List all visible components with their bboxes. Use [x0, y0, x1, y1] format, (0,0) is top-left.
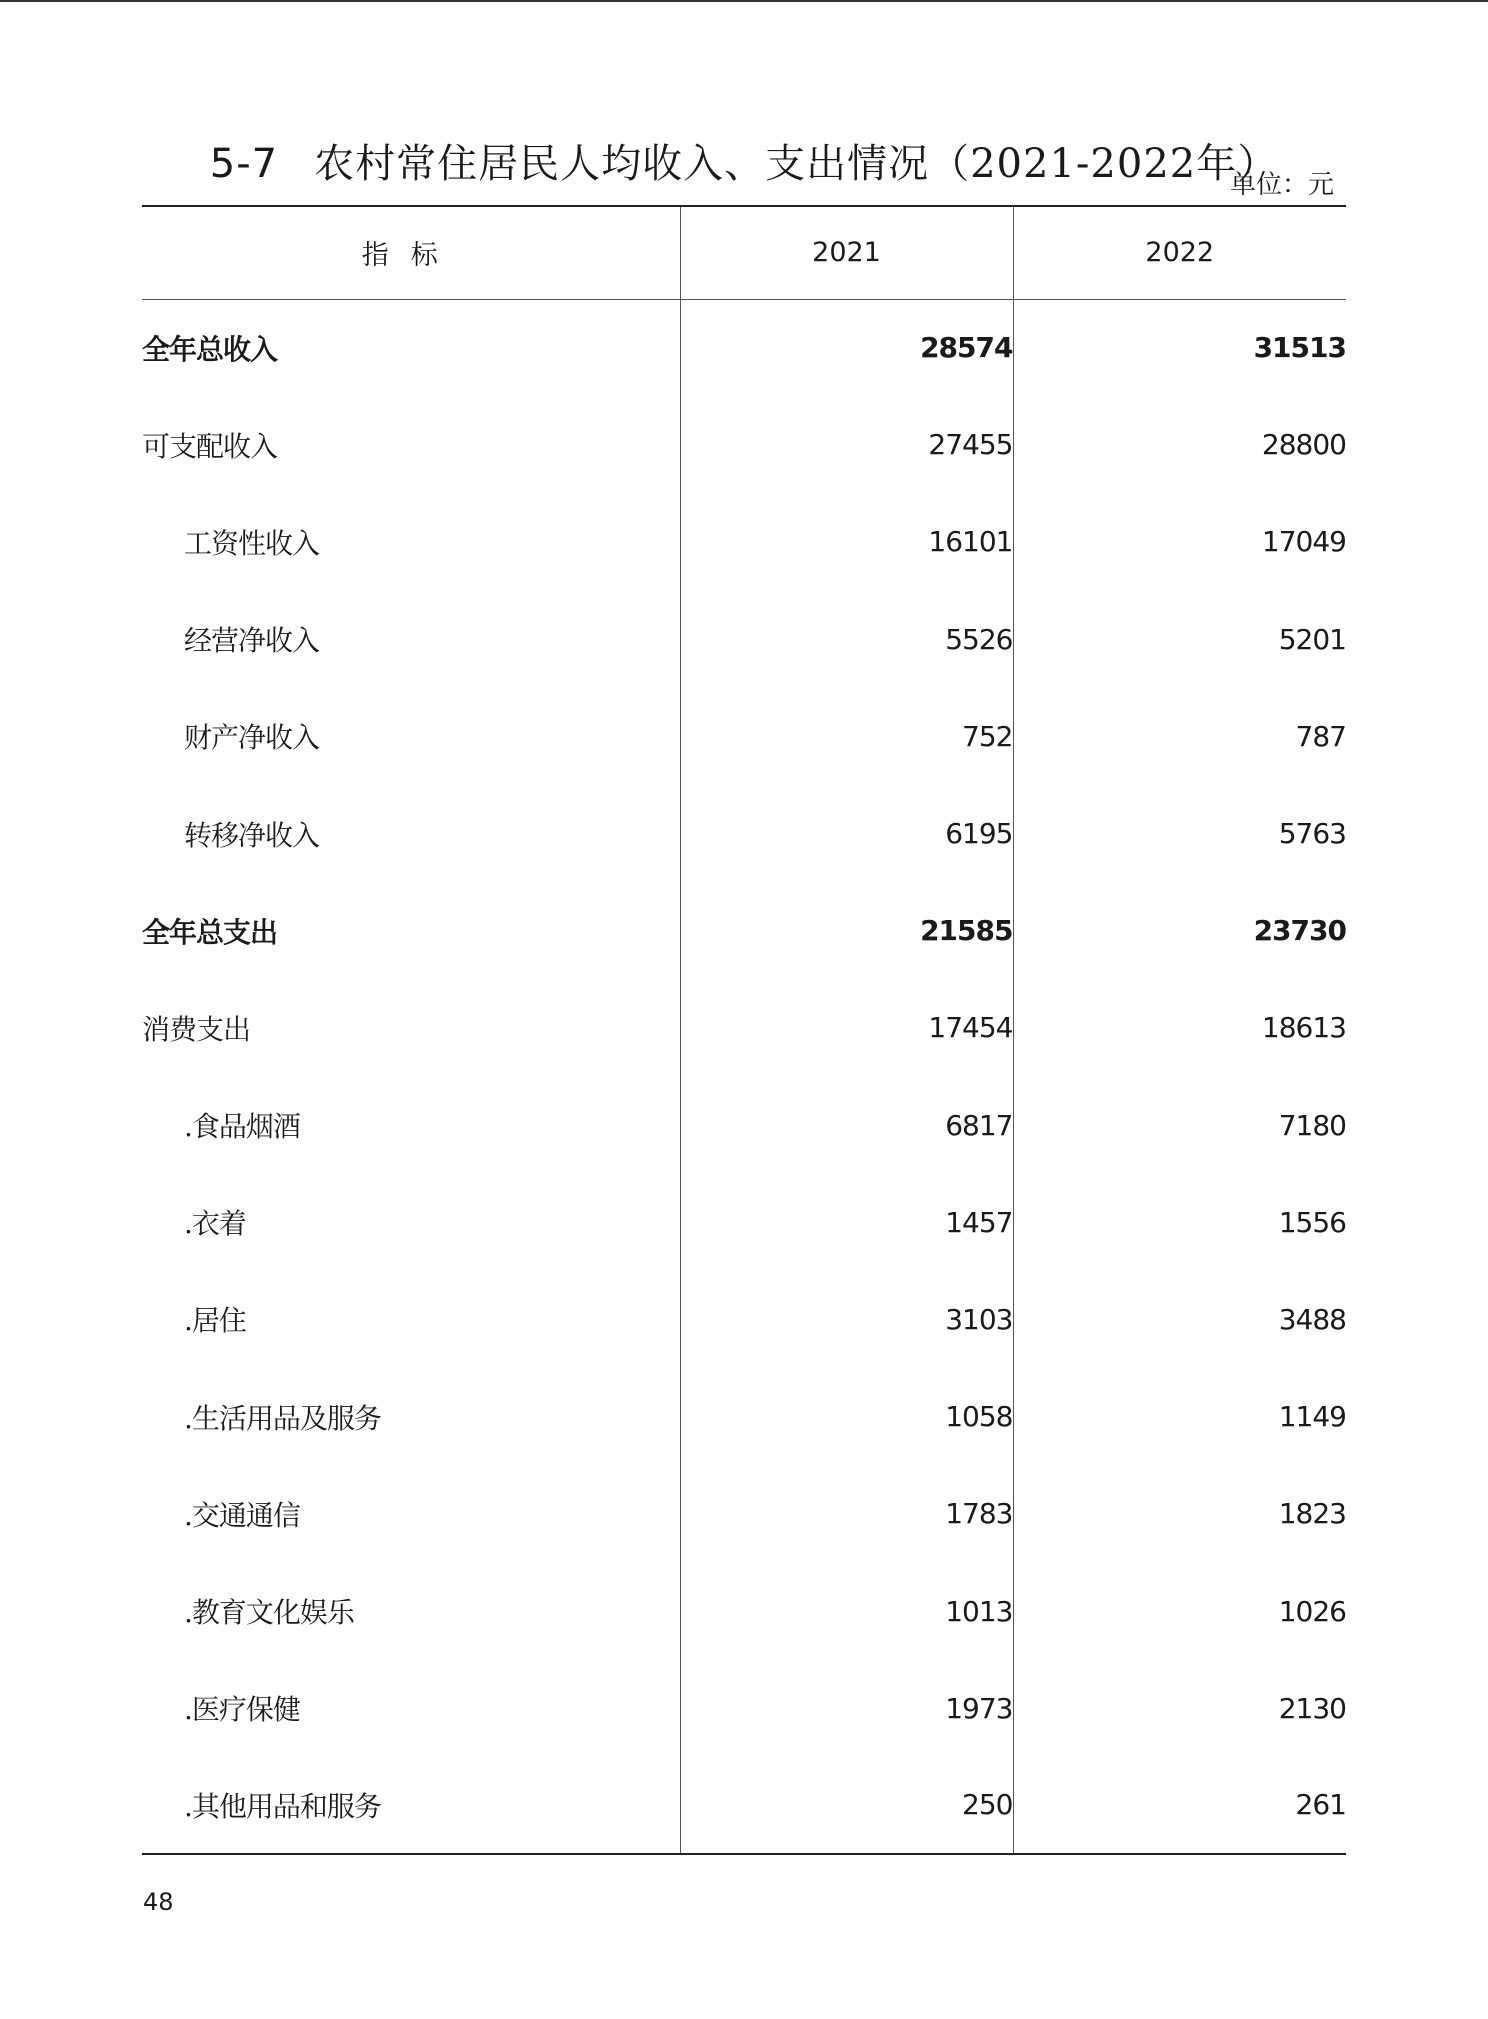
value-2021: 6817 [680, 1077, 1013, 1174]
value-2022: 1149 [1013, 1368, 1346, 1465]
table-number: 5-7 [209, 141, 279, 187]
value-2022: 5763 [1013, 785, 1346, 882]
table-title-text: 农村常住居民人均收入、支出情况（2021-2022年） [314, 141, 1279, 187]
table-row [142, 396, 1346, 493]
table-row [142, 1757, 1346, 1854]
value-2021: 3103 [680, 1271, 1013, 1368]
row-label: .衣着 [184, 1207, 246, 1241]
row-label: 全年总收入 [142, 332, 278, 366]
value-2022: 787 [1013, 688, 1346, 785]
table-row [142, 1077, 1346, 1174]
value-2022: 1823 [1013, 1465, 1346, 1562]
row-label: .教育文化娱乐 [184, 1596, 354, 1630]
value-2021: 1783 [680, 1465, 1013, 1562]
value-2021: 6195 [680, 785, 1013, 882]
table-row [142, 979, 1346, 1076]
value-2022: 1026 [1013, 1562, 1346, 1659]
table-row [142, 299, 1346, 396]
table-row [142, 493, 1346, 590]
row-label: 工资性收入 [184, 526, 320, 560]
row-label: 消费支出 [142, 1012, 251, 1046]
header-indicator: 指标 [142, 206, 680, 299]
unit-label: 单位：元 [1230, 170, 1335, 200]
table-row [142, 1271, 1346, 1368]
value-2021: 5526 [680, 591, 1013, 688]
value-2021: 1457 [680, 1174, 1013, 1271]
header-year-2022: 2022 [1013, 206, 1346, 299]
value-2021: 17454 [680, 979, 1013, 1076]
value-2022: 5201 [1013, 591, 1346, 688]
table-header-row [142, 206, 1346, 299]
value-2022: 1556 [1013, 1174, 1346, 1271]
value-2021: 21585 [680, 882, 1013, 979]
value-2021: 16101 [680, 493, 1013, 590]
value-2022: 2130 [1013, 1660, 1346, 1757]
income-expenditure-table [142, 205, 1346, 1855]
row-label: .交通通信 [184, 1498, 300, 1532]
row-label: .其他用品和服务 [142, 1757, 680, 1854]
value-2022: 31513 [1013, 299, 1346, 396]
value-2021: 752 [680, 688, 1013, 785]
value-2021: 1013 [680, 1562, 1013, 1659]
table-row [142, 591, 1346, 688]
table-row [142, 882, 1346, 979]
row-label: .居住 [184, 1304, 246, 1338]
row-label: 经营净收入 [184, 624, 320, 658]
value-2022: 23730 [1013, 882, 1346, 979]
value-2021: 1973 [680, 1660, 1013, 1757]
table-row [142, 1465, 1346, 1562]
row-label: .食品烟酒 [184, 1110, 300, 1144]
table-row [142, 1660, 1346, 1757]
page-number: 48 [143, 1888, 174, 1916]
row-label: 转移净收入 [184, 818, 320, 852]
value-2021: 28574 [680, 299, 1013, 396]
value-2021: 27455 [680, 396, 1013, 493]
row-label: 全年总支出 [142, 915, 278, 949]
table-row [142, 1368, 1346, 1465]
table-row [142, 688, 1346, 785]
value-2022: 17049 [1013, 493, 1346, 590]
row-label: 可支配收入 [142, 429, 278, 463]
value-2022: 261 [1013, 1757, 1346, 1854]
row-label: .医疗保健 [184, 1693, 300, 1727]
table-row [142, 785, 1346, 882]
value-2022: 7180 [1013, 1077, 1346, 1174]
row-label: .生活用品及服务 [184, 1401, 381, 1435]
value-2022: 3488 [1013, 1271, 1346, 1368]
value-2022: 28800 [1013, 396, 1346, 493]
value-2021: 1058 [680, 1368, 1013, 1465]
header-year-2021: 2021 [680, 206, 1013, 299]
row-label: 财产净收入 [184, 721, 320, 755]
value-2021: 250 [680, 1757, 1013, 1854]
value-2022: 18613 [1013, 979, 1346, 1076]
table-row [142, 1562, 1346, 1659]
page-top-border [0, 0, 1488, 2]
table-row [142, 1174, 1346, 1271]
